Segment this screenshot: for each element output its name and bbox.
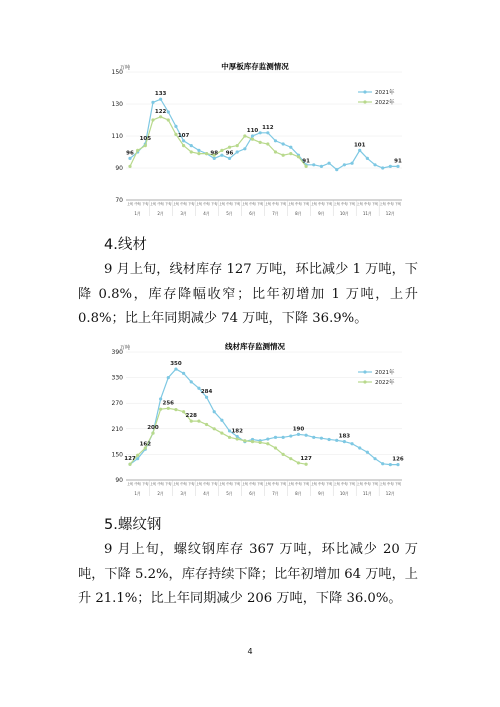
- y-tick-label: 70: [115, 197, 123, 204]
- period-label: 中旬: [180, 202, 187, 206]
- period-label: 上旬: [287, 202, 294, 206]
- period-label: 上旬: [241, 202, 249, 206]
- data-point: [190, 380, 193, 383]
- data-point: [128, 165, 131, 168]
- data-point: [228, 146, 231, 149]
- data-point: [190, 144, 193, 147]
- period-label: 下旬: [256, 482, 264, 486]
- data-label: 98: [210, 150, 219, 157]
- data-point: [358, 149, 361, 152]
- y-tick-label: 110: [111, 133, 123, 140]
- period-label: 中旬: [134, 202, 141, 206]
- y-tick-label: 150: [111, 69, 123, 76]
- month-label: 7月: [272, 211, 279, 216]
- data-point: [297, 433, 300, 436]
- data-label: 96: [225, 150, 234, 157]
- data-point: [213, 410, 216, 413]
- data-point: [243, 134, 246, 137]
- period-label: 下旬: [348, 202, 356, 206]
- data-label: 284: [200, 389, 213, 396]
- period-label: 上旬: [356, 482, 363, 486]
- data-label: 110: [246, 128, 259, 134]
- wire-paragraph: [78, 258, 418, 332]
- period-label: 下旬: [211, 202, 218, 206]
- legend-marker: [363, 380, 366, 383]
- data-point: [282, 436, 285, 439]
- data-point: [182, 144, 185, 147]
- data-point: [167, 118, 170, 121]
- month-label: 4月: [203, 491, 210, 496]
- data-point: [167, 376, 170, 379]
- unit-label: 万吨: [120, 345, 131, 351]
- period-label: 上旬: [149, 202, 157, 206]
- period-label: 上旬: [218, 482, 226, 486]
- period-label: 中旬: [387, 202, 394, 206]
- period-label: 上旬: [310, 202, 317, 206]
- y-tick-label: 270: [111, 400, 123, 408]
- period-label: 中旬: [387, 482, 394, 486]
- data-label: 182: [231, 428, 243, 435]
- data-point: [228, 436, 231, 439]
- data-point: [228, 157, 231, 160]
- y-tick-label: 210: [111, 425, 123, 433]
- period-label: 上旬: [287, 482, 294, 486]
- data-point: [282, 142, 285, 145]
- data-point: [159, 98, 162, 101]
- legend-label: 2021年: [375, 90, 395, 96]
- period-label: 上旬: [218, 202, 226, 206]
- data-point: [396, 165, 399, 168]
- rebar-heading: 5.螺纹钢: [104, 517, 162, 533]
- rebar-paragraph-text: 9 月上旬，螺纹钢库存 367 万吨，环比减少 20 万吨，下降 5.2%，库存持续下降；比年初增加 64 万吨，上升 21.1%；比上年同期减少 206 万吨，下降 36.0%。: [78, 542, 418, 606]
- period-label: 下旬: [165, 482, 172, 486]
- period-label: 中旬: [295, 482, 302, 486]
- data-label: 105: [139, 136, 152, 142]
- data-point: [197, 149, 200, 152]
- period-label: 中旬: [249, 202, 256, 206]
- data-point: [128, 157, 131, 160]
- data-point: [358, 446, 361, 449]
- data-point: [151, 101, 154, 104]
- data-point: [274, 446, 277, 449]
- data-point: [274, 139, 277, 142]
- month-label: 1月: [134, 491, 141, 496]
- data-point: [243, 147, 246, 150]
- period-label: 下旬: [302, 482, 310, 486]
- period-label: 中旬: [203, 202, 210, 206]
- month-label: 5月: [226, 211, 233, 216]
- data-label: 133: [154, 91, 167, 98]
- data-point: [396, 463, 399, 466]
- period-label: 中旬: [295, 202, 302, 206]
- data-point: [159, 115, 162, 118]
- data-point: [251, 138, 254, 141]
- month-label: 10月: [339, 491, 349, 496]
- period-label: 上旬: [172, 482, 180, 486]
- data-point: [266, 131, 269, 134]
- data-label: 112: [262, 124, 274, 131]
- period-label: 上旬: [379, 202, 386, 206]
- data-point: [335, 168, 338, 171]
- month-label: 8月: [295, 491, 302, 496]
- data-point: [259, 131, 262, 134]
- period-label: 下旬: [165, 202, 172, 206]
- period-label: 上旬: [195, 482, 203, 486]
- data-label: 96: [126, 150, 134, 157]
- data-point: [373, 457, 376, 460]
- month-label: 8月: [295, 211, 302, 216]
- month-label: 3月: [180, 491, 187, 496]
- data-point: [343, 440, 346, 443]
- data-label: 256: [162, 400, 175, 407]
- period-label: 下旬: [211, 482, 218, 486]
- period-label: 下旬: [234, 202, 241, 206]
- plate-inventory-chart: [90, 58, 420, 220]
- data-point: [259, 141, 262, 144]
- data-point: [159, 408, 162, 411]
- data-point: [305, 463, 308, 466]
- period-label: 中旬: [226, 482, 233, 486]
- data-point: [373, 163, 376, 166]
- month-label: 1月: [134, 211, 141, 216]
- series-line: [130, 369, 398, 465]
- series-line: [130, 99, 398, 169]
- data-label: 127: [300, 456, 312, 463]
- period-label: 上旬: [172, 202, 180, 206]
- data-point: [174, 367, 177, 370]
- data-point: [266, 442, 269, 445]
- data-point: [381, 462, 384, 465]
- data-point: [136, 149, 139, 152]
- data-label: 228: [185, 413, 197, 420]
- wire-paragraph-text: 9 月上旬，线材库存 127 万吨，环比减少 1 万吨，下降 0.8%，库存降幅收窄；比年初增加 1 万吨，上升 0.8%；比上年同期减少 74 万吨，下降 36.9%。: [78, 262, 418, 326]
- period-label: 中旬: [341, 482, 348, 486]
- data-point: [213, 427, 216, 430]
- period-label: 中旬: [364, 202, 371, 206]
- period-label: 上旬: [241, 482, 249, 486]
- month-label: 11月: [362, 211, 372, 216]
- data-point: [274, 436, 277, 439]
- data-point: [327, 162, 330, 165]
- period-label: 中旬: [180, 482, 187, 486]
- month-label: 11月: [362, 491, 372, 496]
- data-label: 350: [170, 361, 182, 368]
- data-point: [282, 154, 285, 157]
- chart-title: 线材库存监测情况: [225, 342, 285, 351]
- period-label: 下旬: [234, 482, 241, 486]
- period-label: 下旬: [371, 482, 379, 486]
- data-label: 91: [394, 158, 402, 165]
- legend-marker: [363, 90, 366, 93]
- period-label: 下旬: [348, 482, 356, 486]
- data-point: [151, 118, 154, 121]
- period-label: 中旬: [134, 482, 141, 486]
- data-point: [174, 125, 177, 128]
- data-point: [312, 163, 315, 166]
- data-label: 126: [392, 456, 404, 463]
- period-label: 下旬: [325, 482, 333, 486]
- period-label: 中旬: [272, 202, 279, 206]
- period-label: 上旬: [310, 482, 317, 486]
- legend-marker: [363, 370, 366, 373]
- data-point: [259, 441, 262, 444]
- data-point: [220, 154, 223, 157]
- period-label: 下旬: [142, 482, 149, 486]
- period-label: 下旬: [188, 202, 195, 206]
- data-point: [305, 434, 308, 437]
- period-label: 下旬: [394, 482, 402, 486]
- data-point: [236, 150, 239, 153]
- data-point: [343, 163, 346, 166]
- month-label: 12月: [385, 211, 395, 216]
- data-point: [251, 134, 254, 137]
- data-point: [205, 423, 208, 426]
- data-point: [366, 157, 369, 160]
- period-label: 上旬: [333, 202, 340, 206]
- series-line: [130, 117, 306, 167]
- rebar-paragraph: [78, 538, 418, 612]
- data-point: [266, 142, 269, 145]
- data-point: [213, 157, 216, 160]
- period-label: 上旬: [195, 202, 203, 206]
- y-tick-label: 330: [111, 374, 123, 382]
- data-label: 183: [338, 433, 351, 440]
- data-point: [174, 408, 177, 411]
- period-label: 下旬: [325, 202, 333, 206]
- data-point: [274, 150, 277, 153]
- data-point: [266, 437, 269, 440]
- data-point: [251, 440, 254, 443]
- period-label: 上旬: [264, 482, 272, 486]
- data-point: [366, 451, 369, 454]
- data-label: 122: [154, 108, 167, 115]
- period-label: 上旬: [264, 202, 272, 206]
- data-point: [190, 150, 193, 153]
- data-point: [243, 439, 246, 442]
- data-point: [220, 149, 223, 152]
- data-point: [282, 453, 285, 456]
- period-label: 中旬: [157, 482, 164, 486]
- data-point: [320, 437, 323, 440]
- data-label: 127: [124, 456, 136, 463]
- data-point: [182, 139, 185, 142]
- data-point: [289, 152, 292, 155]
- period-label: 下旬: [371, 202, 379, 206]
- data-point: [220, 431, 223, 434]
- period-label: 上旬: [379, 482, 386, 486]
- period-label: 中旬: [318, 482, 325, 486]
- period-label: 下旬: [302, 202, 310, 206]
- data-point: [320, 165, 323, 168]
- data-point: [289, 146, 292, 149]
- data-label: 107: [177, 132, 190, 139]
- month-label: 2月: [157, 211, 164, 216]
- data-point: [220, 419, 223, 422]
- data-point: [197, 152, 200, 155]
- y-tick-label: 90: [115, 165, 123, 172]
- period-label: 下旬: [188, 482, 195, 486]
- data-point: [350, 442, 353, 445]
- data-point: [144, 144, 147, 147]
- chart-title: 中厚板库存监测情况: [221, 62, 289, 71]
- data-point: [327, 438, 330, 441]
- data-point: [236, 144, 239, 147]
- data-point: [350, 162, 353, 165]
- period-label: 中旬: [318, 202, 325, 206]
- period-label: 上旬: [356, 202, 363, 206]
- data-point: [136, 457, 139, 460]
- month-label: 9月: [318, 491, 325, 496]
- data-point: [190, 420, 193, 423]
- y-tick-label: 130: [111, 101, 123, 108]
- period-label: 中旬: [341, 202, 348, 206]
- period-label: 中旬: [272, 482, 279, 486]
- month-label: 7月: [272, 491, 279, 496]
- month-label: 6月: [249, 491, 256, 496]
- y-tick-label: 90: [115, 477, 123, 484]
- period-label: 下旬: [256, 202, 264, 206]
- legend-label: 2022年: [375, 380, 395, 386]
- data-point: [297, 155, 300, 158]
- period-label: 上旬: [333, 482, 340, 486]
- data-label: 101: [353, 142, 366, 149]
- y-tick-label: 150: [111, 451, 123, 459]
- period-label: 下旬: [279, 202, 287, 206]
- data-point: [312, 436, 315, 439]
- unit-label: 万吨: [120, 65, 131, 71]
- period-label: 下旬: [142, 202, 149, 206]
- data-point: [197, 420, 200, 423]
- data-label: 162: [139, 441, 152, 448]
- data-point: [167, 110, 170, 113]
- legend-marker: [363, 100, 366, 103]
- data-point: [381, 166, 384, 169]
- period-label: 中旬: [203, 482, 210, 486]
- data-point: [289, 434, 292, 437]
- legend-label: 2021年: [375, 370, 395, 376]
- month-label: 2月: [157, 491, 164, 496]
- month-label: 5月: [226, 491, 233, 496]
- period-label: 上旬: [126, 202, 134, 206]
- data-point: [236, 437, 239, 440]
- data-point: [205, 396, 208, 399]
- month-label: 10月: [339, 211, 349, 216]
- data-point: [136, 454, 139, 457]
- y-tick-label: 390: [111, 349, 123, 356]
- month-label: 3月: [180, 211, 187, 216]
- period-label: 中旬: [364, 482, 371, 486]
- wire-heading: 4.线材: [104, 237, 147, 253]
- data-point: [128, 463, 131, 466]
- data-point: [389, 165, 392, 168]
- month-label: 9月: [318, 211, 325, 216]
- wire-inventory-chart: [90, 338, 420, 500]
- period-label: 上旬: [149, 482, 157, 486]
- period-label: 中旬: [226, 202, 233, 206]
- data-point: [289, 457, 292, 460]
- data-point: [167, 407, 170, 410]
- month-label: 4月: [203, 211, 210, 216]
- data-point: [151, 431, 154, 434]
- period-label: 中旬: [157, 202, 164, 206]
- data-point: [305, 165, 308, 168]
- page-number: 4: [247, 647, 253, 656]
- data-label: 200: [147, 425, 159, 432]
- period-label: 下旬: [394, 202, 402, 206]
- month-label: 12月: [385, 491, 395, 496]
- legend-label: 2022年: [375, 100, 395, 106]
- data-point: [205, 152, 208, 155]
- data-point: [389, 463, 392, 466]
- data-label: 190: [292, 426, 305, 433]
- data-label: 91: [302, 158, 310, 165]
- period-label: 中旬: [249, 482, 256, 486]
- period-label: 上旬: [126, 482, 134, 486]
- data-point: [182, 372, 185, 375]
- period-label: 下旬: [279, 482, 287, 486]
- month-label: 6月: [249, 211, 256, 216]
